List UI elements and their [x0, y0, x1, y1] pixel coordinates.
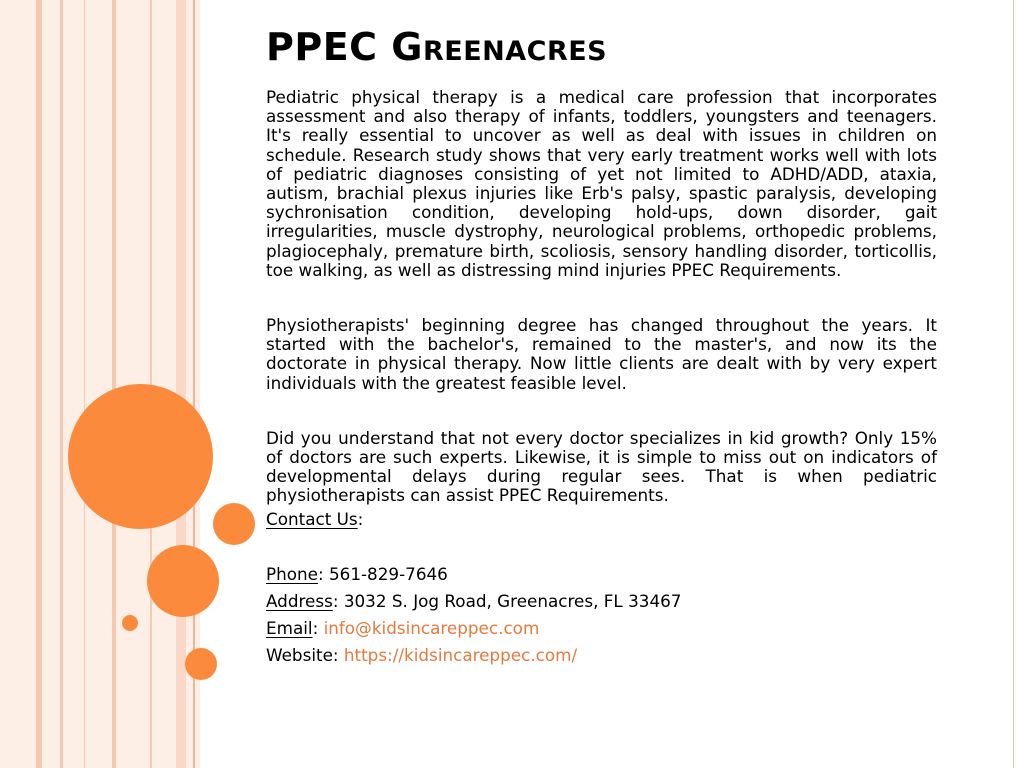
address-value: : 3032 S. Jog Road, Greenacres, FL 33467: [332, 590, 682, 611]
stripe-2: [60, 0, 63, 768]
address-line: [266, 588, 937, 615]
email-line: [266, 615, 937, 642]
email-label: Email: [266, 617, 313, 638]
contact-heading-line: [266, 506, 937, 533]
decorative-circle-small-2: [185, 648, 217, 680]
right-edge-line: [1013, 0, 1014, 768]
paragraph-specialists: Did you understand that not every doctor specializes in kid growth? Only 15% of doctors are such experts. Likewise, it is simple to miss out on indicators of developmental delays during regular sees. That is when pediatric physiotherapists can assist PPEC Requirements.: [266, 427, 937, 506]
email-separator: :: [312, 617, 324, 638]
decorative-circle-small: [213, 503, 255, 545]
decorative-circle-large: [68, 384, 213, 529]
spacer: [266, 533, 937, 561]
contact-heading: Contact Us: [266, 508, 358, 529]
decorative-circle-medium: [147, 545, 219, 617]
stripe-1: [36, 0, 42, 768]
website-label: Website:: [266, 644, 344, 665]
decorative-circle-tiny: [122, 615, 138, 631]
website-link[interactable]: https://kidsincareppec.com/: [343, 644, 578, 665]
phone-line: [266, 561, 937, 588]
spacer: [266, 393, 937, 429]
spacer: [266, 280, 937, 316]
stripe-6: [176, 0, 186, 768]
email-link[interactable]: info@kidsincareppec.com: [323, 617, 540, 638]
website-line: [266, 642, 937, 669]
decorative-stripes: [0, 0, 200, 768]
paragraph-intro: Pediatric physical therapy is a medical care profession that incorporates assessment and also therapy of infants, toddlers, youngsters and teenagers. It's really essential to uncover as well as deal with issues in children on schedule. Research study shows that very early treatment works well with lots of pediatric diagnoses consisting of yet not limited to ADHD/ADD, ataxia, autism, brachial plexus injuries like Erb's palsy, spastic paralysis, developing sychronisation condition, developing hold-ups, down disorder, gait irregularities, muscle dystrophy, neurological problems, orthopedic problems, plagiocephaly, premature birth, scoliosis, sensory handling disorder, torticollis, toe walking, as well as distressing mind injuries PPEC Requirements.: [266, 87, 937, 280]
paragraph-degree: Physiotherapists' beginning degree has changed throughout the years. It started with the bachelor's, remained to the master's, and now its the doctorate in physical therapy. Now little clients are dealt with by very expert individuals with the greatest feasible level.: [266, 315, 937, 393]
stripe-4: [112, 0, 116, 768]
contact-heading-suffix: :: [357, 508, 364, 529]
stripe-3: [84, 0, 85, 768]
address-label: Address: [266, 590, 333, 611]
slide-content: [266, 22, 937, 669]
phone-value: : 561-829-7646: [317, 563, 448, 584]
phone-label: Phone: [266, 563, 318, 584]
page-title: PPEC Greenacres: [266, 25, 608, 69]
